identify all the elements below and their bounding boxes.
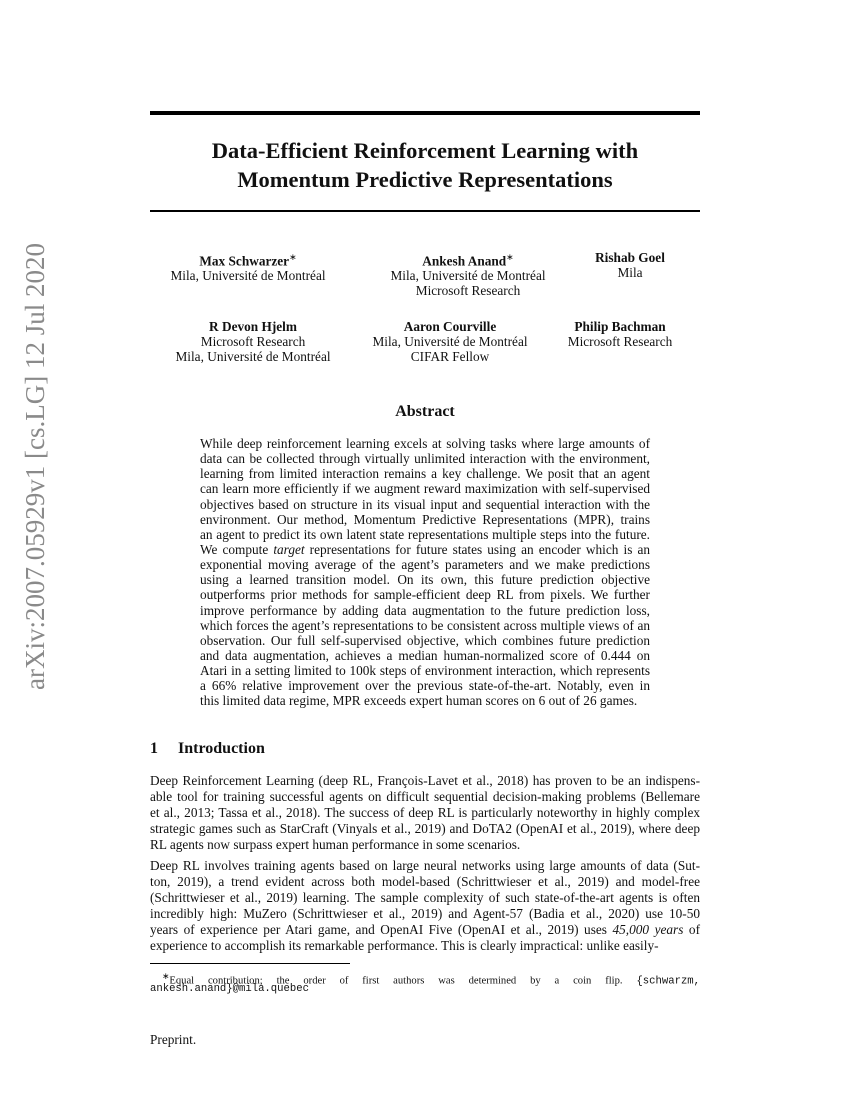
preprint-note: Preprint. <box>150 1032 197 1047</box>
emphasis-text: 45,000 years <box>612 922 684 937</box>
intro-paragraph-2 <box>150 858 700 954</box>
abstract-body <box>200 436 650 709</box>
text-line: data can be collected through virtually unlimited interaction with the environment, <box>200 451 650 467</box>
text-line: outperforms prior methods for sample-efficient deep RL from pixels. We further <box>200 587 650 603</box>
text-line: learning from limited interaction remains a key challenge. We posit that an agent <box>200 466 650 482</box>
footnote-email: ankesh.anand}@mila.quebec <box>150 983 309 995</box>
author-block <box>153 319 353 364</box>
text-line: a 66% relative improvement over the previous state-of-the-art. Notably, even in <box>200 678 650 694</box>
arxiv-stamp: arXiv:2007.05929v1 [cs.LG] 12 Jul 2020 <box>20 243 50 690</box>
text-line: Deep RL involves training agents based on large neural networks using large amounts of data (Sut- <box>150 858 700 873</box>
text-line: environment. Our method, Momentum Predictive Representations (MPR), trains <box>200 511 650 527</box>
author-affiliation: Microsoft Research <box>567 334 673 349</box>
title-line: Momentum Predictive Representations <box>237 167 613 192</box>
text-segment: years of experience per Atari game, and OpenAI Five (OpenAI et al., 2019) uses <box>150 922 613 937</box>
text-line: RL agents now surpass expert human performance in some scenarios. <box>150 837 521 852</box>
text-line: can learn more efficiently if we augment reward maximization with self-supervised <box>200 481 650 497</box>
author-affiliation: Mila, Université de Montréal <box>372 334 528 349</box>
title-line: Data-Efficient Reinforcement Learning with <box>211 138 639 163</box>
author-block <box>545 319 695 349</box>
paper-title <box>150 136 700 194</box>
author-block <box>350 319 550 364</box>
text-line: this limited data regime, MPR exceeds expert human scores on 6 out of 26 games. <box>200 693 638 709</box>
text-segment: We compute <box>200 541 274 557</box>
text-line: able tool for training successful agents on difficult sequential decision-making problems (Bellemare <box>150 789 700 804</box>
text-line: observation. Our full self-supervised objective, which combines future prediction <box>200 632 650 648</box>
title-bottom-rule <box>150 210 700 212</box>
author-name: Max Schwarzer∗ <box>199 252 297 269</box>
abstract-heading: Abstract <box>395 403 455 420</box>
author-name: Aaron Courville <box>403 319 497 334</box>
text-line: which forces the agent’s representations to be consistent across multiple views of an <box>200 617 650 633</box>
intro-paragraph-1 <box>150 773 700 853</box>
text-line: Deep Reinforcement Learning (deep RL, François-Lavet et al., 2018) has proven to be an indispens- <box>150 773 700 788</box>
author-block <box>148 250 348 283</box>
text-line: and data augmentation, achieves a median human-normalized score of 0.444 on <box>200 647 650 663</box>
text-line: improve performance by adding data augmentation to the future prediction loss, <box>200 602 650 618</box>
author-block <box>560 250 700 280</box>
text-line: et al., 2013; Tassa et al., 2018). The success of deep RL is particularly noteworthy in highly complex <box>150 805 700 820</box>
text-line: While deep reinforcement learning excels at solving tasks where large amounts of <box>200 436 650 451</box>
footnote-line: ∗Equal contribution; the order of first authors was determined by a coin flip. {schwarzm, <box>162 971 701 988</box>
text-line <box>150 922 700 938</box>
text-line: experience to accomplish its remarkable performance. This is clearly impractical: unlike easily- <box>150 938 659 953</box>
author-affiliation: Microsoft Research <box>200 334 306 349</box>
author-name: R Devon Hjelm <box>209 319 297 334</box>
section-heading <box>150 740 285 758</box>
text-line: an agent to predict its own latent state representations multiple steps into the future. <box>200 526 650 542</box>
author-affiliation: Mila <box>617 265 643 280</box>
author-affiliation: Mila, Université de Montréal <box>170 268 326 284</box>
author-affiliation: Mila, Université de Montréal <box>175 349 331 364</box>
text-segment: representations for future states using an encoder which is an <box>304 541 650 557</box>
author-name: Rishab Goel <box>595 250 665 265</box>
section-number: 1 <box>150 740 158 757</box>
text-line: Atari in a setting limited to 100k steps of environment interaction, which represents <box>200 663 650 679</box>
text-line: (Schrittwieser et al., 2019) learning. The sample complexity of such state-of-the-art agents is often <box>150 890 700 905</box>
author-affiliation: Microsoft Research <box>415 283 521 299</box>
footnote <box>150 970 700 996</box>
text-line: ton, 2019), a trend evident across both model-based (Schrittwieser et al., 2019) and model-free <box>150 874 700 889</box>
text-line: strategic games such as StarCraft (Vinyals et al., 2019) and DoTA2 (OpenAI et al., 2019), where deep <box>150 821 700 836</box>
author-name: Ankesh Anand∗ <box>422 252 514 269</box>
section-title: Introduction <box>178 740 265 757</box>
text-line <box>200 542 650 557</box>
text-segment: of <box>683 922 700 937</box>
author-name: Philip Bachman <box>574 319 666 334</box>
text-line: exponential moving average of the agent’s parameters and we make predictions <box>200 557 650 573</box>
text-line: using a learned transition model. On its own, this future prediction objective <box>200 572 650 588</box>
text-line: incredibly high: MuZero (Schrittwieser et al., 2019) and Agent-57 (Badia et al., 2020) use 10-50 <box>150 906 700 921</box>
author-block <box>368 250 568 298</box>
emphasis-text: target <box>273 541 305 557</box>
footnote-rule <box>150 963 350 964</box>
author-affiliation: CIFAR Fellow <box>410 349 490 364</box>
text-line: objectives based on structure in its visual input and sequential interaction with the <box>200 496 650 512</box>
title-top-rule <box>150 111 700 115</box>
author-affiliation: Mila, Université de Montréal <box>390 268 546 284</box>
